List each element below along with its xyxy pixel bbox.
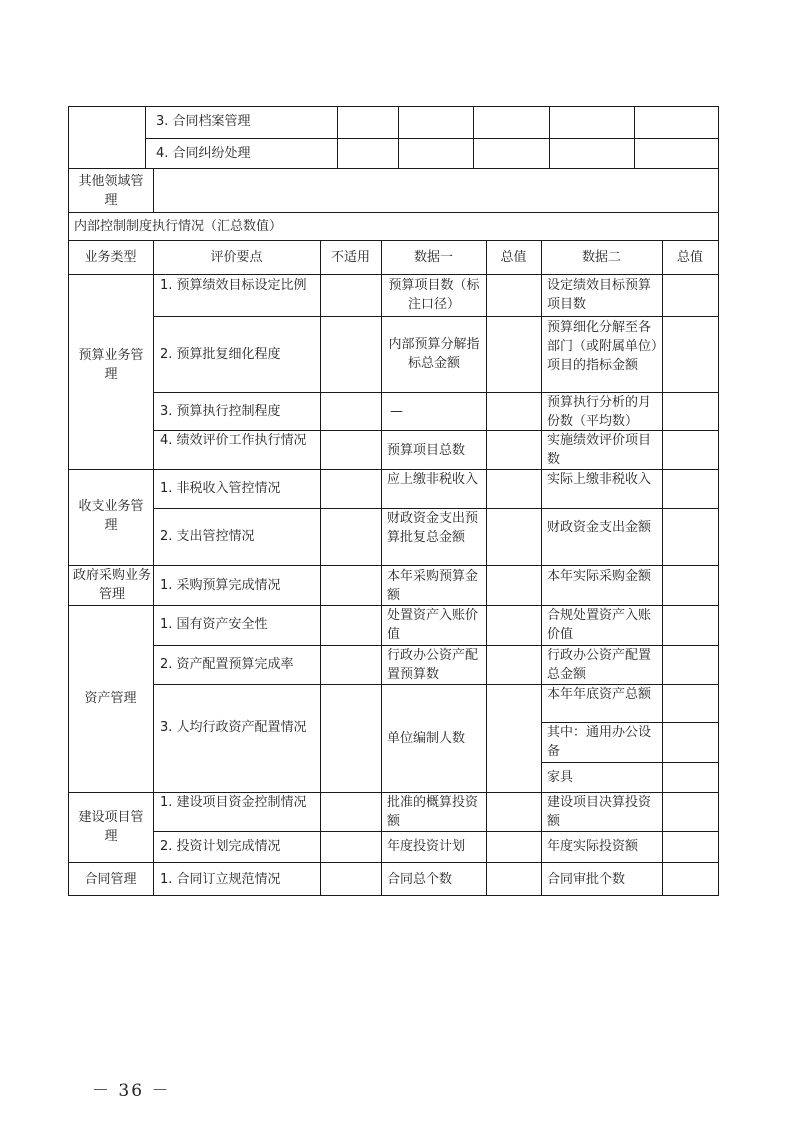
eval-point: 1. 国有资产安全性 bbox=[160, 617, 268, 632]
data2-cell: 实际上缴非税收入 bbox=[547, 472, 652, 487]
table-border bbox=[68, 895, 719, 896]
data1-cell: 预算项目总数 bbox=[387, 443, 466, 458]
group-label-assets: 资产管理 bbox=[84, 691, 137, 706]
data1-cell: 年度投资计划 bbox=[387, 839, 466, 854]
column-divider bbox=[486, 240, 487, 896]
row-divider bbox=[153, 316, 719, 317]
other-area-label: 其他领域管理 bbox=[78, 174, 144, 208]
header-data1: 数据一 bbox=[413, 250, 453, 265]
eval-point: 3. 人均行政资产配置情况 bbox=[160, 720, 307, 735]
top-row-label: 4. 合同纠纷处理 bbox=[156, 146, 251, 161]
eval-point: 1. 采购预算完成情况 bbox=[160, 578, 281, 593]
column-divider bbox=[337, 106, 338, 168]
data2-cell: 本年实际采购金额 bbox=[547, 569, 652, 584]
group-label-contract: 合同管理 bbox=[84, 872, 137, 887]
data1-cell: 应上缴非税收入 bbox=[387, 472, 479, 487]
header-total2: 总值 bbox=[676, 250, 703, 265]
data1-cell: 处置资产入账价值 bbox=[387, 608, 479, 642]
data2-cell: 合规处置资产入账价值 bbox=[547, 608, 652, 642]
eval-point: 1. 合同订立规范情况 bbox=[160, 872, 281, 887]
column-divider bbox=[662, 240, 663, 896]
header-points: 评价要点 bbox=[210, 250, 263, 265]
header-type: 业务类型 bbox=[84, 250, 137, 265]
group-label-budget: 预算业务管理 bbox=[78, 348, 144, 382]
column-divider bbox=[153, 168, 154, 212]
header-data2: 数据二 bbox=[581, 250, 621, 265]
eval-point: 1. 非税收入管控情况 bbox=[160, 481, 281, 496]
data2-cell: 行政办公资产配置总金额 bbox=[547, 648, 652, 682]
row-divider bbox=[68, 240, 719, 241]
eval-point: 2. 预算批复细化程度 bbox=[160, 347, 281, 362]
header-na: 不适用 bbox=[330, 250, 370, 265]
data2-cell: 设定绩效目标预算项目数 bbox=[547, 278, 652, 312]
eval-point: 2. 支出管控情况 bbox=[160, 529, 255, 544]
column-divider bbox=[541, 240, 542, 896]
column-divider bbox=[549, 106, 550, 168]
column-divider bbox=[473, 106, 474, 168]
page-number: － 36 － bbox=[92, 1081, 171, 1101]
group-label-procurement: 政府采购业务管理 bbox=[72, 568, 151, 602]
data2-cell: 建设项目决算投资额 bbox=[547, 795, 652, 829]
eval-point: 2. 资产配置预算完成率 bbox=[160, 657, 294, 672]
column-divider bbox=[634, 106, 635, 168]
data2-cell: 家具 bbox=[547, 770, 574, 785]
eval-point: 1. 预算绩效目标设定比例 bbox=[160, 278, 307, 293]
eval-point: 3. 预算执行控制程度 bbox=[160, 404, 281, 419]
row-divider bbox=[68, 565, 719, 566]
row-divider bbox=[145, 138, 719, 139]
column-divider bbox=[145, 106, 146, 168]
group-label-revenue: 收支业务管理 bbox=[78, 499, 144, 533]
data1-cell: 财政资金支出预算批复总金额 bbox=[387, 511, 479, 545]
row-divider bbox=[153, 831, 719, 832]
data1-cell: 本年采购预算金额 bbox=[387, 569, 479, 603]
data2-cell: 本年年底资产总额 bbox=[547, 687, 652, 702]
eval-point: 1. 建设项目资金控制情况 bbox=[160, 795, 307, 810]
column-divider bbox=[398, 106, 399, 168]
data2-cell: 其中：通用办公设备 bbox=[547, 725, 652, 759]
data2-cell: 合同审批个数 bbox=[547, 872, 626, 887]
row-divider bbox=[68, 862, 719, 863]
row-divider bbox=[541, 762, 719, 763]
column-divider bbox=[320, 240, 321, 896]
row-divider bbox=[68, 274, 719, 275]
column-divider bbox=[381, 240, 382, 896]
data2-cell: 实施绩效评价项目数 bbox=[547, 433, 652, 467]
eval-point: 2. 投资计划完成情况 bbox=[160, 839, 281, 854]
data1-cell: 内部预算分解指标总金额 bbox=[388, 337, 480, 371]
row-divider bbox=[68, 168, 719, 169]
header-total1: 总值 bbox=[500, 250, 527, 265]
top-row-label: 3. 合同档案管理 bbox=[156, 114, 251, 129]
row-divider bbox=[68, 212, 719, 213]
table-border bbox=[718, 106, 719, 896]
data2-cell: 预算执行分析的月份数（平均数） bbox=[547, 395, 652, 429]
group-label-construction: 建设项目管理 bbox=[78, 810, 144, 844]
data2-cell: 预算细化分解至各部门（或附属单位）项目的指标金额 bbox=[547, 320, 658, 373]
data2-cell: 财政资金支出金额 bbox=[547, 520, 652, 535]
table-border bbox=[68, 106, 69, 896]
data1-cell: 行政办公资产配置预算数 bbox=[387, 648, 479, 682]
table-border bbox=[68, 106, 719, 107]
column-divider bbox=[153, 240, 154, 896]
data1-cell: 单位编制人数 bbox=[387, 731, 466, 746]
data1-cell: 合同总个数 bbox=[387, 872, 453, 887]
data2-cell: 年度实际投资额 bbox=[547, 839, 639, 854]
data1-cell: 批准的概算投资额 bbox=[387, 795, 479, 829]
data1-cell: 预算项目数（标注口径） bbox=[388, 278, 480, 312]
section-title: 内部控制制度执行情况（汇总数值） bbox=[74, 219, 283, 234]
eval-point: 4. 绩效评价工作执行情况 bbox=[160, 433, 307, 448]
data1-cell: — bbox=[390, 404, 403, 419]
